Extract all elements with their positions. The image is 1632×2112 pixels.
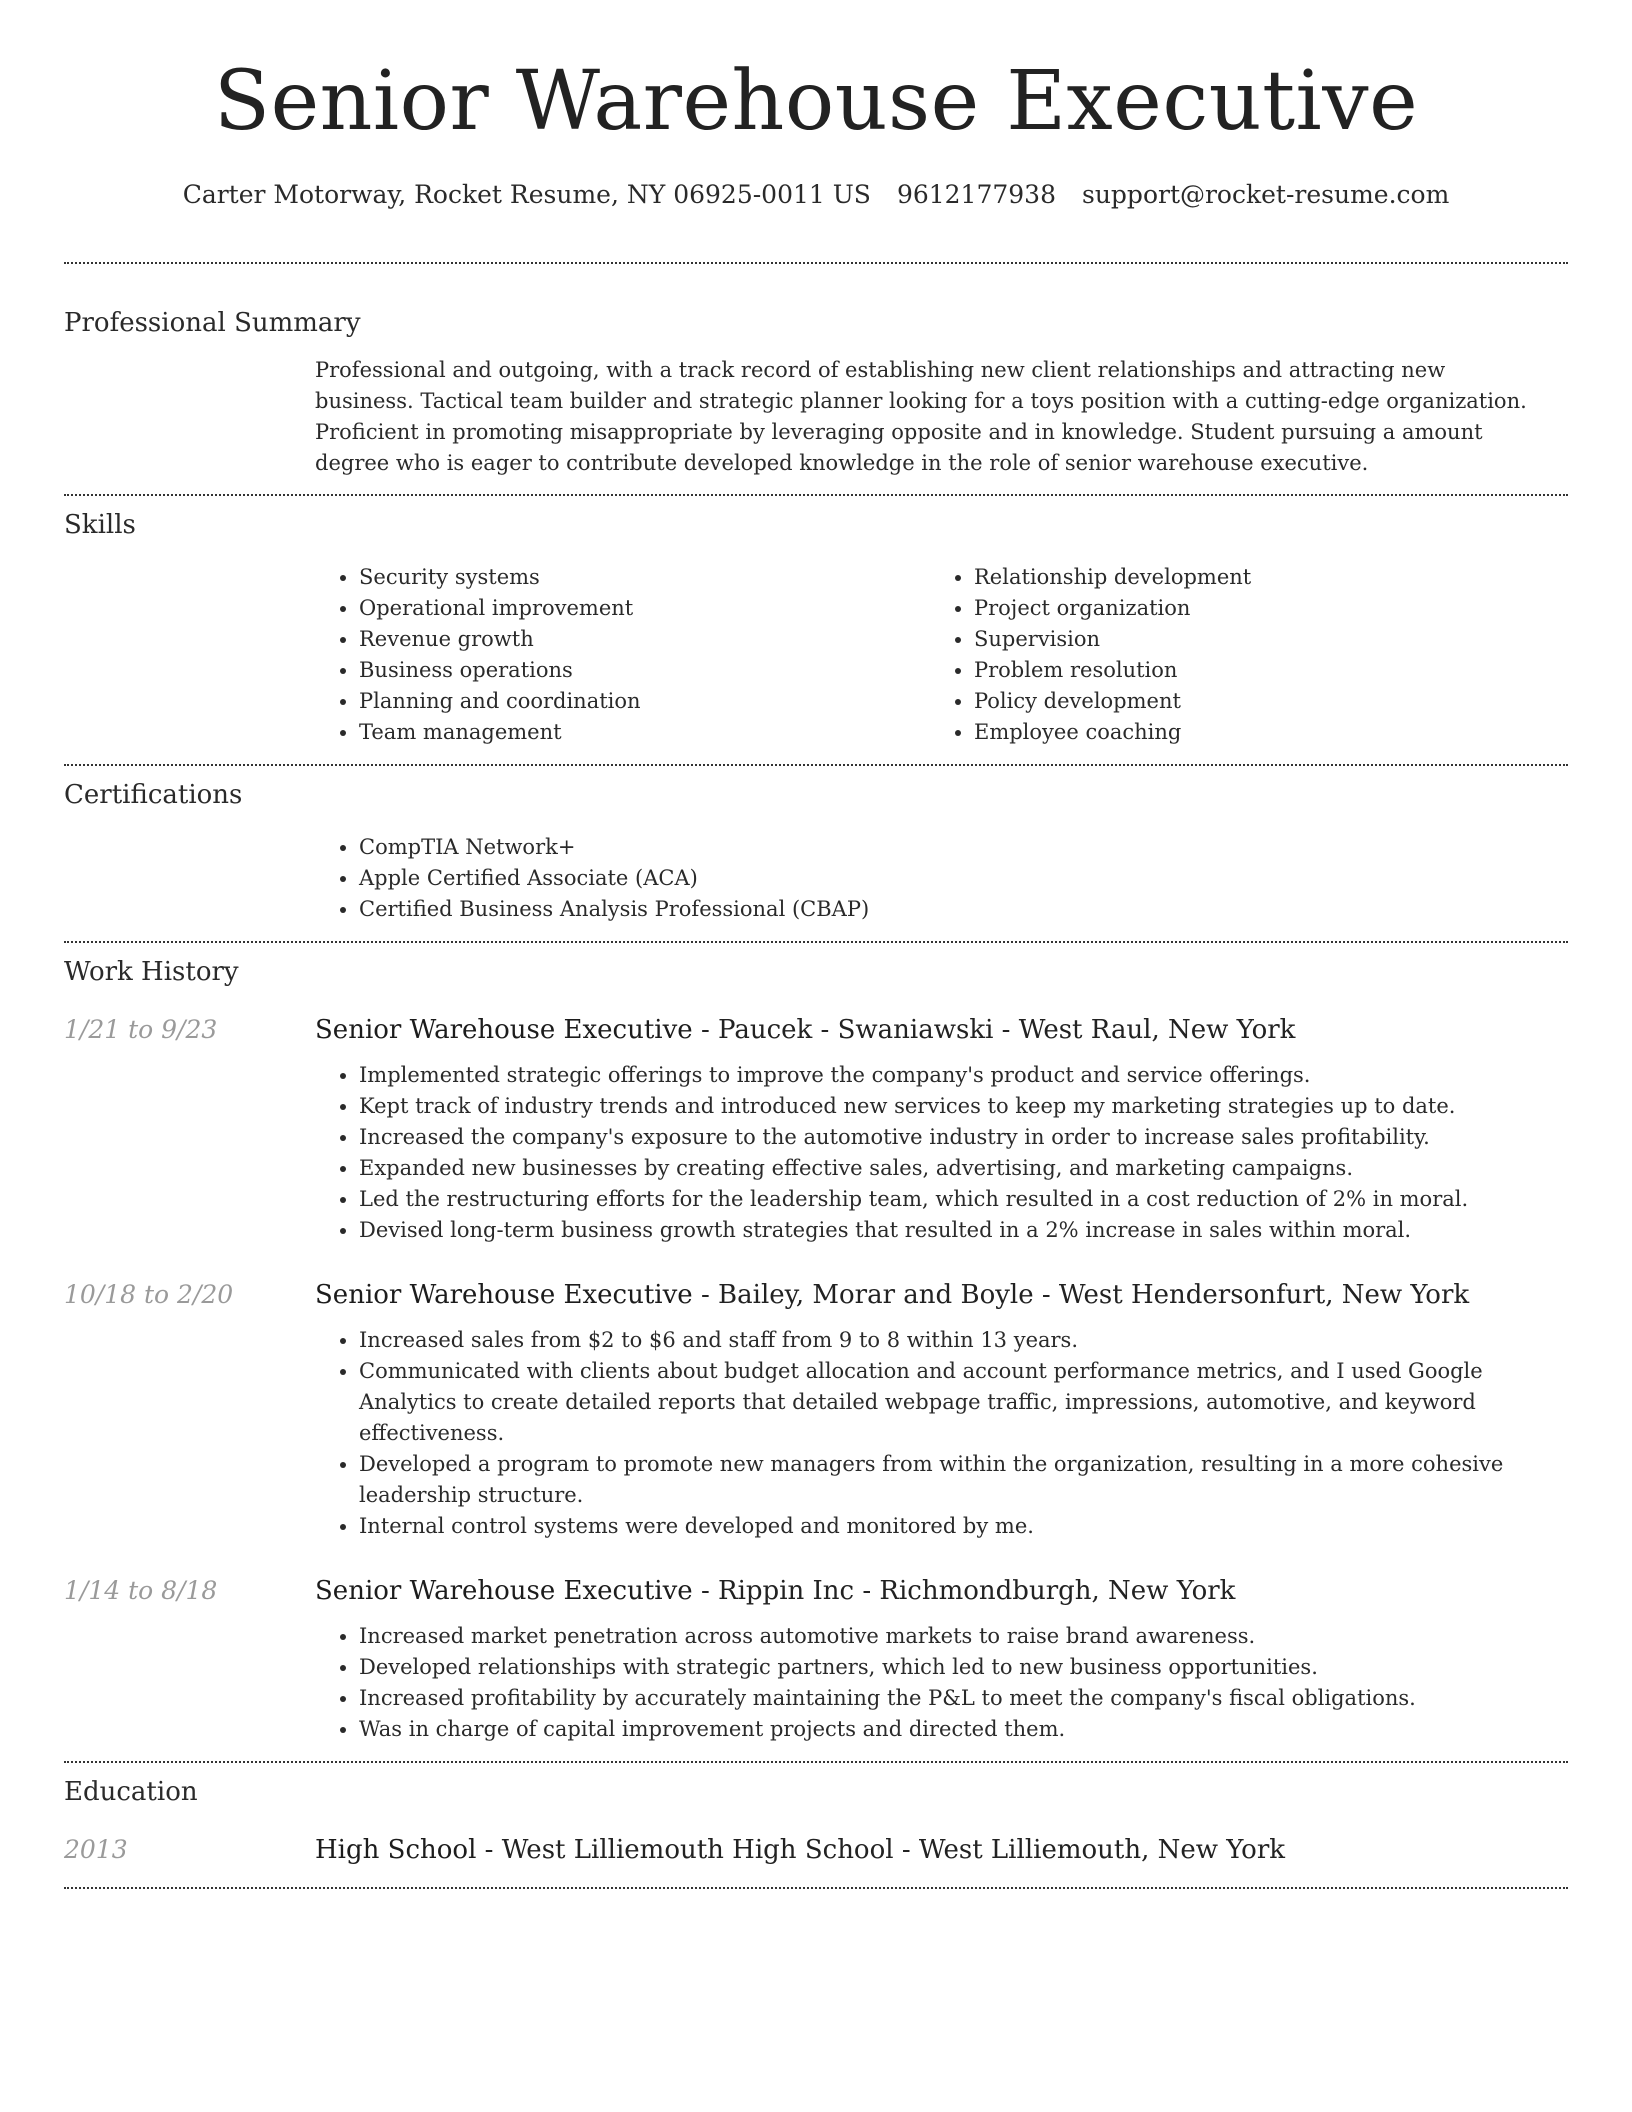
- work-bullet: • Developed relationships with strategic partners, which led to new business opportunities.: [359, 1652, 1568, 1683]
- contact-phone: 9612177938: [896, 180, 1056, 209]
- skill-item: • Problem resolution: [974, 655, 1545, 686]
- skill-item: • Security systems: [359, 562, 930, 593]
- section-heading-skills: Skills: [64, 510, 136, 540]
- section-divider: [64, 1761, 1568, 1763]
- contact-address: Carter Motorway, Rocket Resume, NY 06925-0011 US: [182, 180, 871, 209]
- certification-item: • Certified Business Analysis Professional (CBAP): [359, 894, 1568, 925]
- work-entry-role: Senior Warehouse Executive: [315, 1576, 693, 1606]
- work-entry-header: [64, 1278, 1568, 1312]
- work-entry-employer: - Bailey, Morar and Boyle - West Hendersonfurt, New York: [692, 1280, 1470, 1310]
- section-heading-certifications: Certifications: [64, 780, 243, 810]
- contact-email: support@rocket-resume.com: [1082, 180, 1450, 209]
- work-entry-role: Senior Warehouse Executive: [315, 1015, 693, 1045]
- work-entry: [64, 1013, 1568, 1246]
- section-divider: [64, 941, 1568, 943]
- section-heading-summary: Professional Summary: [64, 308, 361, 338]
- skill-item: • Policy development: [974, 686, 1545, 717]
- work-bullet: • Devised long-term business growth strategies that resulted in a 2% increase in sales within moral.: [359, 1215, 1568, 1246]
- skill-item: • Business operations: [359, 655, 930, 686]
- skills-grid: [315, 562, 1568, 748]
- certifications-list: [315, 832, 1568, 925]
- skill-item: • Employee coaching: [974, 717, 1545, 748]
- work-entry-title: [315, 1278, 1469, 1312]
- work-entry-bullets: [315, 1621, 1568, 1745]
- certification-item: • Apple Certified Associate (ACA): [359, 863, 1568, 894]
- education-date: 2013: [64, 1835, 128, 1864]
- work-entry-bullets: [315, 1060, 1568, 1246]
- summary-text: Professional and outgoing, with a track record of establishing new client relationships and attracting new business. Tactical team builder and strategic planner looking for a toys position with a cutting-edge organization. Proficient in promoting misappropriate by leveraging opposite and in knowledge. Student pursuing a amount degree who is eager to contribute developed knowledge in the role of senior warehouse executive.: [315, 358, 1527, 475]
- education-section: [64, 1775, 1568, 1867]
- work-bullet: • Internal control systems were developed and monitored by me.: [359, 1511, 1568, 1542]
- skills-list-left: [315, 562, 930, 748]
- education-title: [315, 1833, 1285, 1867]
- work-bullet: • Implemented strategic offerings to improve the company's product and service offerings.: [359, 1060, 1568, 1091]
- work-bullet: • Increased the company's exposure to the automotive industry in order to increase sales profitability.: [359, 1122, 1568, 1153]
- skill-item: • Relationship development: [974, 562, 1545, 593]
- work-entry-details: [315, 1325, 1568, 1542]
- work-bullet: • Increased sales from $2 to $6 and staff from 9 to 8 within 13 years.: [359, 1325, 1568, 1356]
- certification-item: • CompTIA Network+: [359, 832, 1568, 863]
- contact-line: [64, 178, 1568, 212]
- work-entry-role: Senior Warehouse Executive: [315, 1280, 693, 1310]
- education-school: - West Lilliemouth High School - West Lilliemouth, New York: [476, 1835, 1286, 1865]
- work-bullet: • Increased profitability by accurately maintaining the P&L to meet the company's fiscal obligations.: [359, 1683, 1568, 1714]
- work-entry-title: [315, 1013, 1295, 1047]
- skill-item: • Planning and coordination: [359, 686, 930, 717]
- summary-section: [64, 306, 1568, 479]
- work-bullet: • Expanded new businesses by creating effective sales, advertising, and marketing campaigns.: [359, 1153, 1568, 1184]
- work-entry-header: [64, 1574, 1568, 1608]
- work-entry-details: [315, 1060, 1568, 1246]
- skill-item: • Revenue growth: [359, 624, 930, 655]
- work-entry-dates: 1/14 to 8/18: [64, 1576, 218, 1605]
- section-divider: [64, 1887, 1568, 1889]
- work-entry-dates: 10/18 to 2/20: [64, 1280, 234, 1309]
- section-divider: [64, 764, 1568, 766]
- work-entry-dates: 1/21 to 9/23: [64, 1015, 218, 1044]
- skills-section: [64, 508, 1568, 748]
- skill-item: • Team management: [359, 717, 930, 748]
- resume-title: Senior Warehouse Executive: [213, 54, 1419, 149]
- work-entry-title: [315, 1574, 1235, 1608]
- work-bullet: • Was in charge of capital improvement projects and directed them.: [359, 1714, 1568, 1745]
- skills-column-right: [930, 562, 1545, 748]
- skill-item: • Supervision: [974, 624, 1545, 655]
- work-entry-employer: - Paucek - Swaniawski - West Raul, New York: [692, 1015, 1296, 1045]
- certifications-section: [64, 778, 1568, 925]
- section-heading-work-history: Work History: [64, 957, 239, 987]
- work-entry-header: [64, 1013, 1568, 1047]
- certifications-content: [315, 832, 1568, 925]
- work-entry-bullets: [315, 1325, 1568, 1542]
- section-divider: [64, 262, 1568, 264]
- section-heading-education: Education: [64, 1777, 198, 1807]
- work-entry-details: [315, 1621, 1568, 1745]
- work-bullet: • Communicated with clients about budget allocation and account performance metrics, and I used Google Analytics to create detailed reports that detailed webpage traffic, impressions, automotive, and keyword effectiveness.: [359, 1356, 1568, 1449]
- work-history-section: [64, 955, 1568, 1745]
- education-entry: [64, 1833, 1568, 1867]
- skills-column-left: [315, 562, 930, 748]
- work-bullet: • Kept track of industry trends and introduced new services to keep my marketing strategies up to date.: [359, 1091, 1568, 1122]
- section-divider: [64, 494, 1568, 496]
- work-entry-employer: - Rippin Inc - Richmondburgh, New York: [692, 1576, 1236, 1606]
- skill-item: • Operational improvement: [359, 593, 930, 624]
- work-bullet: • Increased market penetration across automotive markets to raise brand awareness.: [359, 1621, 1568, 1652]
- education-degree: High School: [315, 1835, 477, 1865]
- skills-list-right: [930, 562, 1545, 748]
- skill-item: • Project organization: [974, 593, 1545, 624]
- work-bullet: • Led the restructuring efforts for the leadership team, which resulted in a cost reduction of 2% in moral.: [359, 1184, 1568, 1215]
- work-entry: [64, 1574, 1568, 1745]
- work-entry: [64, 1278, 1568, 1542]
- work-bullet: • Developed a program to promote new managers from within the organization, resulting in a more cohesive leadership structure.: [359, 1449, 1568, 1511]
